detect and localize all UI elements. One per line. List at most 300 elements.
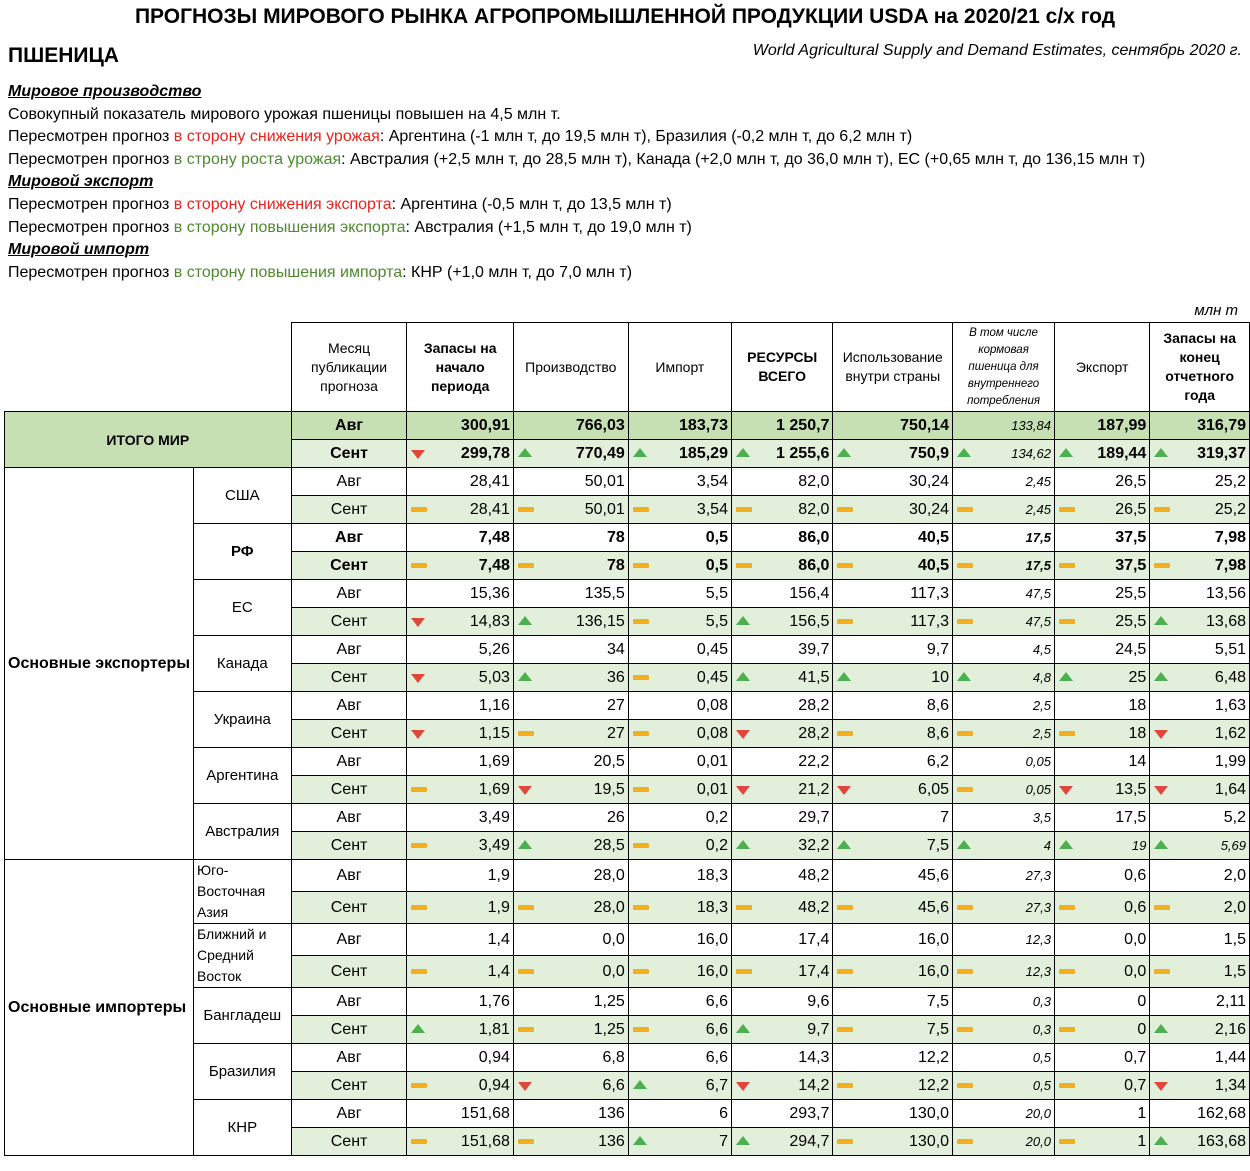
no-change-icon — [957, 969, 973, 974]
value-cell — [407, 892, 513, 924]
value-text: 28,41 — [469, 500, 510, 518]
export-line-1 — [8, 194, 1243, 217]
no-change-icon — [736, 905, 752, 910]
no-change-icon — [518, 1139, 534, 1144]
country-label: Ближний и Средний Восток — [194, 924, 292, 988]
col-header-end-stocks: Запасы на конец отчетного года — [1150, 323, 1250, 412]
no-change-icon — [518, 563, 534, 568]
value-cell — [953, 1016, 1055, 1044]
value-cell — [513, 1044, 628, 1072]
value-cell — [953, 580, 1055, 608]
value-cell — [953, 1128, 1055, 1156]
value-cell — [628, 412, 731, 440]
no-change-icon — [633, 619, 649, 624]
value-cell — [731, 1072, 832, 1100]
up-arrow-icon — [1059, 840, 1073, 849]
no-change-icon — [1059, 1083, 1075, 1088]
value-cell — [513, 440, 628, 468]
value-cell — [1054, 924, 1149, 956]
no-change-icon — [633, 787, 649, 792]
month-cell: Авг — [291, 860, 407, 892]
value-text: 5,69 — [1220, 838, 1246, 853]
value-text: 7,5 — [926, 836, 950, 854]
month-cell: Сент — [291, 832, 407, 860]
value-text: 21,2 — [798, 780, 830, 798]
value-cell — [953, 1044, 1055, 1072]
no-change-icon — [1154, 563, 1170, 568]
value-cell — [1054, 1128, 1149, 1156]
value-cell — [407, 776, 513, 804]
value-text: 28,0 — [593, 898, 625, 916]
up-arrow-icon — [1154, 1136, 1168, 1145]
value-text: 1 — [1137, 1104, 1147, 1122]
down-arrow-icon — [518, 786, 532, 795]
value-text: 13,68 — [1205, 612, 1246, 630]
value-text: 0,0 — [602, 962, 625, 980]
value-text: 45,6 — [917, 866, 950, 884]
down-arrow-icon — [411, 730, 425, 739]
no-change-icon — [1154, 969, 1170, 974]
value-cell — [1150, 748, 1250, 776]
value-text: 0,2 — [705, 808, 728, 826]
no-change-icon — [1154, 507, 1170, 512]
down-arrow-icon — [736, 1082, 750, 1091]
value-cell — [731, 892, 832, 924]
month-cell: Сент — [291, 956, 407, 988]
value-text: 0,6 — [1124, 866, 1147, 884]
group-label: Основные экспортеры — [5, 468, 194, 860]
no-change-icon — [736, 563, 752, 568]
value-cell — [833, 468, 953, 496]
value-text: 2,16 — [1214, 1020, 1246, 1038]
value-cell — [1150, 580, 1250, 608]
col-header-total-supply: РЕСУРСЫ ВСЕГО — [731, 323, 832, 412]
unit-label: млн т — [1194, 302, 1238, 319]
value-cell — [1150, 636, 1250, 664]
value-text: 6,05 — [917, 780, 950, 798]
value-text: 40,5 — [917, 528, 950, 546]
value-cell — [833, 1016, 953, 1044]
value-text: 50,01 — [584, 472, 625, 490]
value-text: 0,05 — [1025, 754, 1051, 769]
value-text: 0,3 — [1032, 1022, 1051, 1037]
up-arrow-icon — [633, 1136, 647, 1145]
month-cell: Сент — [291, 1072, 407, 1100]
value-text: 19,5 — [593, 780, 625, 798]
value-cell — [1054, 608, 1149, 636]
note-text: Пересмотрен прогноз — [8, 150, 174, 168]
value-cell — [628, 440, 731, 468]
no-change-icon — [1059, 507, 1075, 512]
value-cell — [1054, 524, 1149, 552]
country-label: Украина — [194, 692, 292, 748]
no-change-icon — [957, 731, 973, 736]
value-text: 3,54 — [696, 472, 728, 490]
value-text: 0,0 — [1124, 930, 1147, 948]
value-text: 86,0 — [798, 556, 830, 574]
value-cell — [1054, 748, 1149, 776]
value-text: 151,68 — [460, 1104, 510, 1122]
no-change-icon — [633, 731, 649, 736]
value-text: 1,62 — [1214, 724, 1246, 742]
value-text: 6 — [719, 1104, 728, 1122]
value-cell — [953, 988, 1055, 1016]
value-cell — [513, 956, 628, 988]
value-cell — [833, 692, 953, 720]
month-cell: Сент — [291, 440, 407, 468]
value-text: 5,51 — [1214, 640, 1246, 658]
month-cell: Сент — [291, 496, 407, 524]
value-text: 25,5 — [1115, 612, 1147, 630]
down-arrow-icon — [736, 730, 750, 739]
value-text: 16,0 — [696, 962, 728, 980]
value-cell — [513, 1016, 628, 1044]
value-text: 2,11 — [1216, 992, 1246, 1010]
no-change-icon — [736, 969, 752, 974]
value-cell — [513, 468, 628, 496]
month-cell: Авг — [291, 636, 407, 664]
value-cell — [407, 720, 513, 748]
month-cell: Авг — [291, 468, 407, 496]
value-text: 185,29 — [679, 444, 728, 462]
value-text: 0,94 — [478, 1048, 510, 1066]
no-change-icon — [411, 507, 427, 512]
value-cell — [1150, 412, 1250, 440]
value-cell — [407, 748, 513, 776]
value-cell — [407, 1072, 513, 1100]
value-text: 27,3 — [1025, 868, 1051, 883]
no-change-icon — [837, 731, 853, 736]
up-arrow-icon — [633, 448, 647, 457]
value-cell — [1054, 552, 1149, 580]
value-text: 0,01 — [696, 752, 728, 770]
value-cell — [1150, 664, 1250, 692]
value-text: 2,45 — [1025, 502, 1051, 517]
value-text: 0,0 — [1124, 962, 1147, 980]
note-text: : КНР (+1,0 млн т, до 7,0 млн т) — [402, 263, 633, 281]
value-text: 19 — [1131, 838, 1147, 853]
value-text: 28,5 — [593, 836, 625, 854]
value-text: 50,01 — [584, 500, 625, 518]
down-arrow-icon — [1154, 786, 1168, 795]
value-cell — [731, 860, 832, 892]
value-cell — [513, 552, 628, 580]
value-text: 0,08 — [696, 696, 728, 714]
value-text: 1,15 — [478, 724, 510, 742]
no-change-icon — [1059, 1139, 1075, 1144]
value-cell — [833, 860, 953, 892]
note-highlight-down: в сторону снижения урожая — [173, 128, 380, 146]
value-cell — [1150, 956, 1250, 988]
value-text: 27,3 — [1025, 900, 1051, 915]
value-cell — [407, 804, 513, 832]
month-cell: Авг — [291, 524, 407, 552]
note-text: Пересмотрен прогноз — [8, 218, 174, 236]
note-text: Пересмотрен прогноз — [8, 128, 174, 146]
value-cell — [833, 892, 953, 924]
value-text: 6,6 — [705, 992, 728, 1010]
value-text: 17,5 — [1115, 808, 1147, 826]
down-arrow-icon — [1154, 1082, 1168, 1091]
value-text: 2,0 — [1223, 866, 1246, 884]
up-arrow-icon — [1154, 840, 1168, 849]
value-cell — [1054, 496, 1149, 524]
production-line-2 — [8, 126, 1243, 149]
value-text: 0,5 — [705, 556, 728, 574]
value-cell — [1054, 1100, 1149, 1128]
value-cell — [407, 552, 513, 580]
col-header-domestic-use: Использование внутри страны — [833, 323, 953, 412]
down-arrow-icon — [411, 450, 425, 459]
month-cell: Сент — [291, 664, 407, 692]
source-note: World Agricultural Supply and Demand Estimates, сентябрь 2020 г. — [752, 42, 1242, 59]
value-cell — [513, 580, 628, 608]
value-cell — [953, 524, 1055, 552]
value-text: 0,2 — [705, 836, 728, 854]
month-cell: Авг — [291, 1100, 407, 1128]
value-text: 136 — [598, 1132, 625, 1150]
no-change-icon — [837, 905, 853, 910]
value-text: 29,7 — [798, 808, 830, 826]
up-arrow-icon — [736, 1024, 750, 1033]
value-text: 136 — [598, 1104, 625, 1122]
value-cell — [1150, 552, 1250, 580]
value-text: 78 — [606, 528, 625, 546]
value-cell — [833, 412, 953, 440]
value-text: 770,49 — [575, 444, 625, 462]
production-line-3 — [8, 149, 1243, 172]
no-change-icon — [633, 905, 649, 910]
value-text: 12,2 — [917, 1048, 950, 1066]
value-cell — [628, 1016, 731, 1044]
value-text: 162,68 — [1197, 1104, 1246, 1122]
value-cell — [731, 692, 832, 720]
no-change-icon — [633, 563, 649, 568]
no-change-icon — [411, 1139, 427, 1144]
value-text: 41,5 — [798, 668, 830, 686]
value-text: 9,7 — [926, 640, 950, 658]
value-cell — [953, 892, 1055, 924]
no-change-icon — [1059, 619, 1075, 624]
value-text: 17,5 — [1025, 530, 1051, 545]
value-text: 134,62 — [1011, 446, 1051, 461]
value-cell — [407, 956, 513, 988]
value-text: 16,0 — [696, 930, 728, 948]
value-cell — [628, 608, 731, 636]
value-text: 1,76 — [478, 992, 510, 1010]
value-text: 30,24 — [909, 472, 950, 490]
value-cell — [953, 924, 1055, 956]
value-text: 1,5 — [1223, 962, 1246, 980]
up-arrow-icon — [1154, 448, 1168, 457]
production-line-1: Совокупный показатель мирового урожая пшеницы повышен на 4,5 млн т. — [8, 105, 561, 123]
value-text: 4,5 — [1032, 642, 1051, 657]
value-text: 26,5 — [1115, 472, 1147, 490]
no-change-icon — [957, 507, 973, 512]
value-cell — [513, 1128, 628, 1156]
value-cell — [953, 860, 1055, 892]
no-change-icon — [411, 1083, 427, 1088]
value-text: 18 — [1128, 696, 1147, 714]
up-arrow-icon — [837, 840, 851, 849]
value-text: 25,5 — [1115, 584, 1147, 602]
value-text: 18 — [1128, 724, 1147, 742]
value-text: 130,0 — [909, 1132, 950, 1150]
value-cell — [731, 1100, 832, 1128]
value-cell — [1150, 608, 1250, 636]
up-arrow-icon — [1154, 616, 1168, 625]
table-row — [5, 860, 1250, 892]
value-text: 766,03 — [575, 416, 625, 434]
value-text: 9,6 — [807, 992, 830, 1010]
no-change-icon — [1059, 731, 1075, 736]
no-change-icon — [837, 1139, 853, 1144]
value-text: 25,2 — [1214, 472, 1246, 490]
value-text: 1,81 — [478, 1020, 510, 1038]
value-text: 12,3 — [1025, 964, 1051, 979]
no-change-icon — [411, 563, 427, 568]
value-cell — [628, 524, 731, 552]
value-cell — [1054, 468, 1149, 496]
value-cell — [513, 1072, 628, 1100]
down-arrow-icon — [736, 786, 750, 795]
value-text: 7,48 — [478, 528, 510, 546]
value-text: 0,45 — [696, 668, 728, 686]
value-text: 7,5 — [926, 992, 950, 1010]
value-cell — [407, 580, 513, 608]
value-text: 14,2 — [798, 1076, 830, 1094]
value-text: 0,05 — [1025, 782, 1051, 797]
up-arrow-icon — [518, 616, 532, 625]
value-cell — [833, 552, 953, 580]
value-text: 20,0 — [1025, 1134, 1051, 1149]
value-text: 300,91 — [460, 416, 510, 434]
no-change-icon — [1059, 563, 1075, 568]
no-change-icon — [633, 675, 649, 680]
value-cell — [731, 552, 832, 580]
value-text: 151,68 — [460, 1132, 510, 1150]
value-cell — [513, 832, 628, 860]
value-cell — [731, 524, 832, 552]
value-text: 0,5 — [705, 528, 728, 546]
value-cell — [513, 720, 628, 748]
production-heading: Мировое производство — [8, 83, 202, 100]
country-label: Канада — [194, 636, 292, 692]
value-text: 14,83 — [469, 612, 510, 630]
no-change-icon — [957, 619, 973, 624]
value-text: 39,7 — [798, 640, 830, 658]
value-cell — [407, 1016, 513, 1044]
value-text: 6,6 — [705, 1048, 728, 1066]
value-text: 3,49 — [478, 836, 510, 854]
page-title: ПРОГНОЗЫ МИРОВОГО РЫНКА АГРОПРОМЫШЛЕННОЙ ПРОДУКЦИИ USDA на 2020/21 с/х год — [134, 5, 1116, 28]
value-cell — [731, 496, 832, 524]
value-text: 17,4 — [798, 962, 830, 980]
value-text: 3,5 — [1032, 810, 1051, 825]
value-text: 8,6 — [926, 696, 950, 714]
no-change-icon — [633, 843, 649, 848]
value-text: 156,5 — [789, 612, 830, 630]
value-text: 5,03 — [478, 668, 510, 686]
value-text: 130,0 — [909, 1104, 950, 1122]
up-arrow-icon — [518, 672, 532, 681]
value-cell — [1054, 692, 1149, 720]
value-cell — [628, 720, 731, 748]
value-text: 156,4 — [789, 584, 830, 602]
no-change-icon — [837, 969, 853, 974]
note-text: : Аргентина (-1 млн т, до 19,5 млн т), Бразилия (-0,2 млн т, до 6,2 млн т) — [379, 128, 913, 146]
country-label: ЕС — [194, 580, 292, 636]
value-cell — [628, 776, 731, 804]
value-text: 1,69 — [478, 752, 510, 770]
value-text: 2,5 — [1032, 698, 1051, 713]
value-text: 6,48 — [1214, 668, 1246, 686]
note-highlight-up: в сторону повышения экспорта — [173, 218, 406, 236]
no-change-icon — [957, 905, 973, 910]
value-cell — [628, 496, 731, 524]
up-arrow-icon — [957, 448, 971, 457]
value-cell — [628, 580, 731, 608]
value-cell — [833, 636, 953, 664]
value-text: 47,5 — [1025, 586, 1051, 601]
month-cell: Авг — [291, 1044, 407, 1072]
value-text: 78 — [606, 556, 625, 574]
value-cell — [1150, 1072, 1250, 1100]
country-label: США — [194, 468, 292, 524]
value-cell — [1150, 860, 1250, 892]
value-text: 18,3 — [696, 866, 728, 884]
value-text: 17,4 — [798, 930, 830, 948]
value-cell — [731, 1016, 832, 1044]
value-cell — [953, 832, 1055, 860]
value-cell — [628, 988, 731, 1016]
value-text: 299,78 — [460, 444, 510, 462]
no-change-icon — [837, 563, 853, 568]
value-cell — [628, 956, 731, 988]
up-arrow-icon — [837, 448, 851, 457]
value-text: 22,2 — [798, 752, 830, 770]
country-label: Юго-Восточная Азия — [194, 860, 292, 924]
value-cell — [1054, 804, 1149, 832]
value-cell — [513, 776, 628, 804]
value-cell — [628, 692, 731, 720]
value-text: 12,2 — [917, 1076, 950, 1094]
value-text: 28,2 — [798, 696, 830, 714]
value-cell — [953, 956, 1055, 988]
value-cell — [833, 580, 953, 608]
value-cell — [1054, 412, 1149, 440]
col-header-start-stocks: Запасы на начало периода — [407, 323, 513, 412]
value-text: 5,5 — [705, 612, 728, 630]
value-cell — [731, 1044, 832, 1072]
value-cell — [833, 496, 953, 524]
value-cell — [953, 1072, 1055, 1100]
value-cell — [513, 636, 628, 664]
value-text: 16,0 — [917, 962, 950, 980]
value-text: 1,25 — [593, 1020, 625, 1038]
value-text: 9,7 — [807, 1020, 830, 1038]
down-arrow-icon — [1059, 786, 1073, 795]
value-cell — [1054, 988, 1149, 1016]
value-text: 183,73 — [679, 416, 728, 434]
value-text: 0,01 — [696, 780, 728, 798]
value-text: 1 — [1137, 1132, 1147, 1150]
import-line-1 — [8, 262, 1243, 285]
value-cell — [1054, 1044, 1149, 1072]
value-cell — [513, 412, 628, 440]
value-text: 6,8 — [602, 1048, 625, 1066]
no-change-icon — [411, 787, 427, 792]
